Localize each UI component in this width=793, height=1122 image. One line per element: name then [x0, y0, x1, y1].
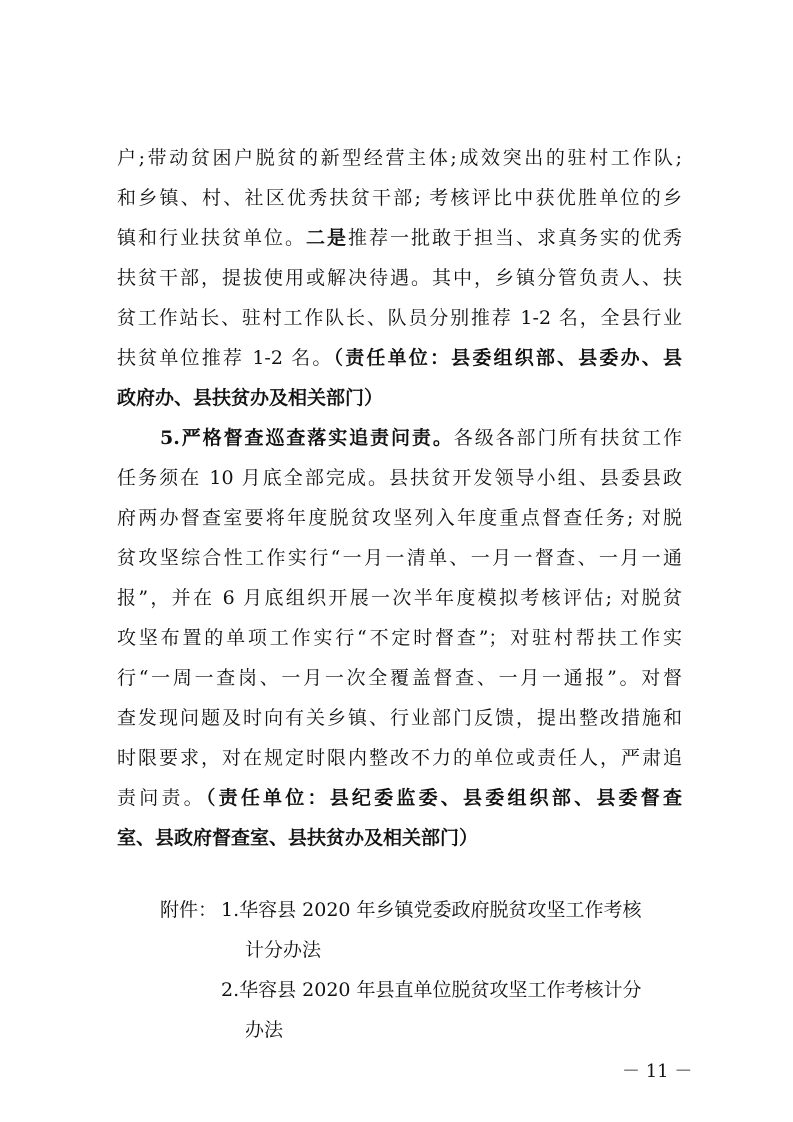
- page-number: － 11 －: [622, 1061, 693, 1082]
- responsibility-text: 室、县政府督查室、县扶贫办及相关部门）: [117, 827, 479, 849]
- text-run: 贫攻坚综合性工作实行“一月一清单、一月一督查、一月一通: [117, 547, 682, 569]
- section-heading: 5.严格督查巡查落实追责问责。: [160, 427, 454, 449]
- text-run: 报”，并在 6 月底组织开展一次半年度模拟考核评估; 对脱贫: [117, 587, 682, 609]
- text-run: 和乡镇、村、社区优秀扶贫干部; 考核评比中获优胜单位的乡: [117, 187, 682, 209]
- paragraph-1-line-6: [117, 346, 682, 374]
- text-run: 镇和行业扶贫单位。: [117, 227, 306, 249]
- attachment-item-1-continued: 计分办法: [245, 939, 322, 961]
- text-run: 扶贫干部，提拔使用或解决待遇。其中，乡镇分管负责人、扶: [117, 267, 682, 289]
- text-run: 任务须在 10 月底全部完成。县扶贫开发领导小组、县委县政: [117, 467, 682, 489]
- attachments-label: 附件：: [160, 899, 218, 921]
- text-run: 时限要求，对在规定时限内整改不力的单位或责任人，严肃追: [117, 747, 682, 769]
- paragraph-2-line-1: [160, 426, 682, 454]
- responsibility-text: （责任单位：县纪委监委、县委组织部、县委督查: [205, 787, 682, 809]
- paragraph-2-line-9: [117, 746, 682, 774]
- paragraph-2-line-2: [117, 466, 682, 494]
- text-run: 推荐一批敢于担当、求真务实的优秀: [347, 227, 682, 249]
- responsibility-text: （责任单位：县委组织部、县委办、县: [333, 347, 682, 369]
- attachment-item-2-continued: 办法: [245, 1019, 284, 1041]
- emphasis-text: 二是: [305, 227, 348, 249]
- attachment-item-1: 1.华容县 2020 年乡镇党委政府脱贫攻坚工作考核: [221, 899, 642, 921]
- paragraph-2-line-5: [117, 586, 682, 614]
- text-run: 行“一周一查岗、一月一次全覆盖督查、一月一通报”。对督: [117, 667, 682, 689]
- text-run: 各级各部门所有扶贫工作: [453, 427, 682, 449]
- paragraph-1-line-4: [117, 266, 682, 294]
- paragraph-1-line-1: [117, 146, 682, 174]
- text-run: 府两办督查室要将年度脱贫攻坚列入年度重点督查任务; 对脱: [117, 507, 682, 529]
- paragraph-1-line-2: [117, 186, 682, 214]
- paragraph-2-line-6: [117, 626, 682, 654]
- paragraph-1-line-7: [117, 386, 682, 414]
- paragraph-2-line-8: [117, 706, 682, 734]
- paragraph-2-line-4: [117, 546, 682, 574]
- paragraph-2-line-3: [117, 506, 682, 534]
- attachment-item-2: 2.华容县 2020 年县直单位脱贫攻坚工作考核计分: [221, 979, 642, 1001]
- paragraph-2-line-11: [117, 826, 682, 854]
- text-run: 攻坚布置的单项工作实行“不定时督查”；对驻村帮扶工作实: [117, 627, 682, 649]
- text-run: 贫工作站长、驻村工作队长、队员分别推荐 1-2 名，全县行业: [117, 307, 682, 329]
- paragraph-1-line-3: [117, 226, 682, 254]
- text-run: 责问责。: [117, 787, 206, 809]
- paragraph-2-line-7: [117, 666, 682, 694]
- responsibility-text: 政府办、县扶贫办及相关部门）: [117, 387, 384, 409]
- text-run: 查发现问题及时向有关乡镇、行业部门反馈，提出整改措施和: [117, 707, 682, 729]
- paragraph-2-line-10: [117, 786, 682, 814]
- text-run: 扶贫单位推荐 1-2 名。: [117, 347, 334, 369]
- paragraph-1-line-5: [117, 306, 682, 334]
- text-run: 户;带动贫困户脱贫的新型经营主体;成效突出的驻村工作队;: [117, 147, 682, 169]
